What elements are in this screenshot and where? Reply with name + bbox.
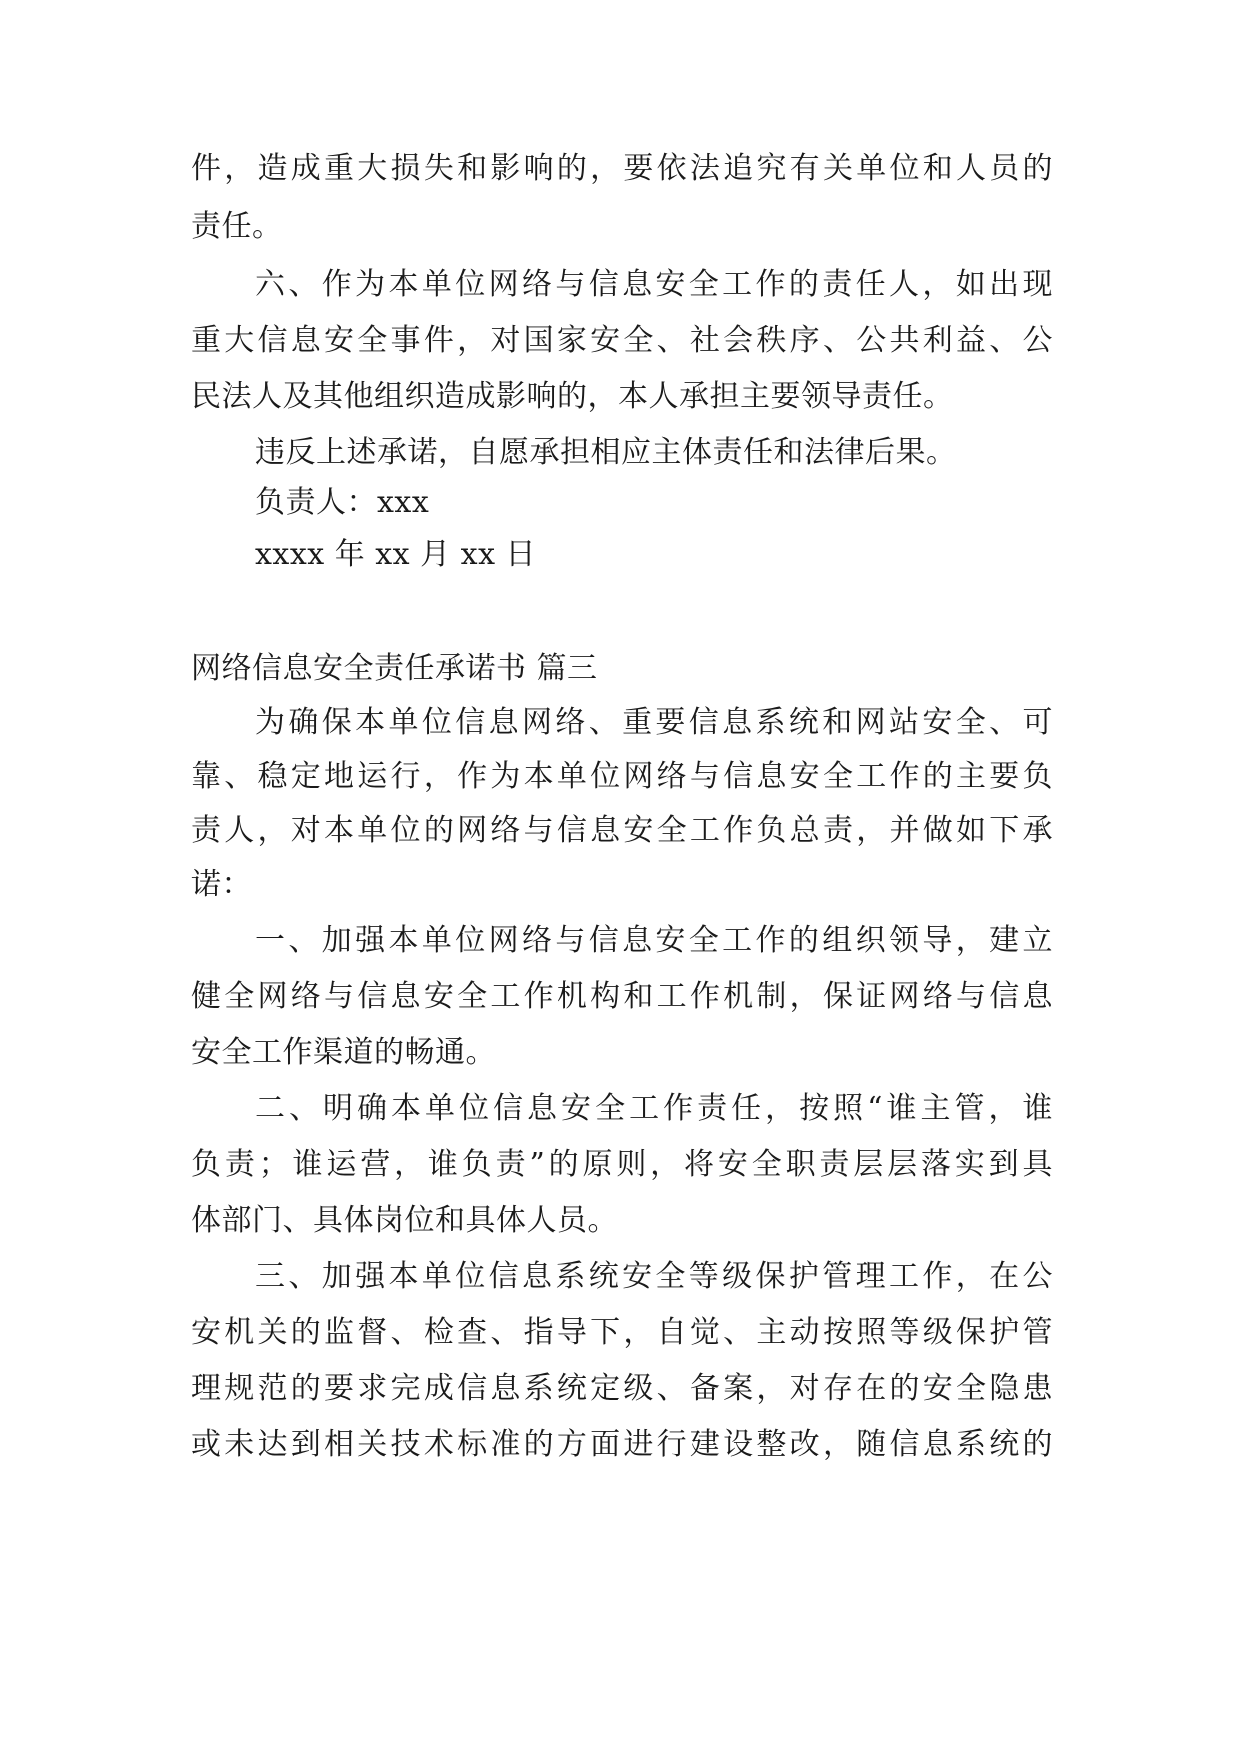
paragraph-line: 民法人及其他组织造成影响的，本人承担主要领导责任。 [191,379,954,414]
date-line: xxxx 年 xx 月 xx 日 [255,537,537,572]
paragraph-line: 负责；谁运营，谁负责”的原则，将安全职责层层落实到具 [191,1147,1053,1182]
paragraph-line: 安全工作渠道的畅通。 [191,1035,496,1070]
paragraph-line: 责任。 [191,209,283,244]
paragraph-line: 二、明确本单位信息安全工作责任，按照“谁主管，谁 [255,1091,1053,1126]
paragraph-line: 重大信息安全事件，对国家安全、社会秩序、公共利益、公 [191,323,1053,358]
paragraph-line: 六、作为本单位网络与信息安全工作的责任人，如出现 [255,267,1053,302]
paragraph-line: 诺： [191,867,252,902]
paragraph-line: 健全网络与信息安全工作机构和工作机制，保证网络与信息 [191,979,1053,1014]
section-heading: 网络信息安全责任承诺书 篇三 [191,651,598,686]
paragraph-line: 一、加强本单位网络与信息安全工作的组织领导，建立 [255,923,1053,958]
paragraph-line: 靠、稳定地运行，作为本单位网络与信息安全工作的主要负 [191,759,1053,794]
paragraph-line: 责人，对本单位的网络与信息安全工作负总责，并做如下承 [191,813,1053,848]
paragraph-line: 为确保本单位信息网络、重要信息系统和网站安全、可 [255,705,1053,740]
paragraph-line: 违反上述承诺，自愿承担相应主体责任和法律后果。 [255,435,957,470]
document-page [191,0,1053,1754]
paragraph-line: 体部门、具体岗位和具体人员。 [191,1203,618,1238]
paragraph-line: 三、加强本单位信息系统安全等级保护管理工作，在公 [255,1259,1053,1294]
paragraph-line: 理规范的要求完成信息系统定级、备案，对存在的安全隐患 [191,1371,1053,1406]
paragraph-line: 安机关的监督、检查、指导下，自觉、主动按照等级保护管 [191,1315,1053,1350]
signer-line: 负责人：xxx [255,485,430,520]
paragraph-line: 件，造成重大损失和影响的，要依法追究有关单位和人员的 [191,151,1053,186]
paragraph-line: 或未达到相关技术标准的方面进行建设整改，随信息系统的 [191,1427,1053,1462]
